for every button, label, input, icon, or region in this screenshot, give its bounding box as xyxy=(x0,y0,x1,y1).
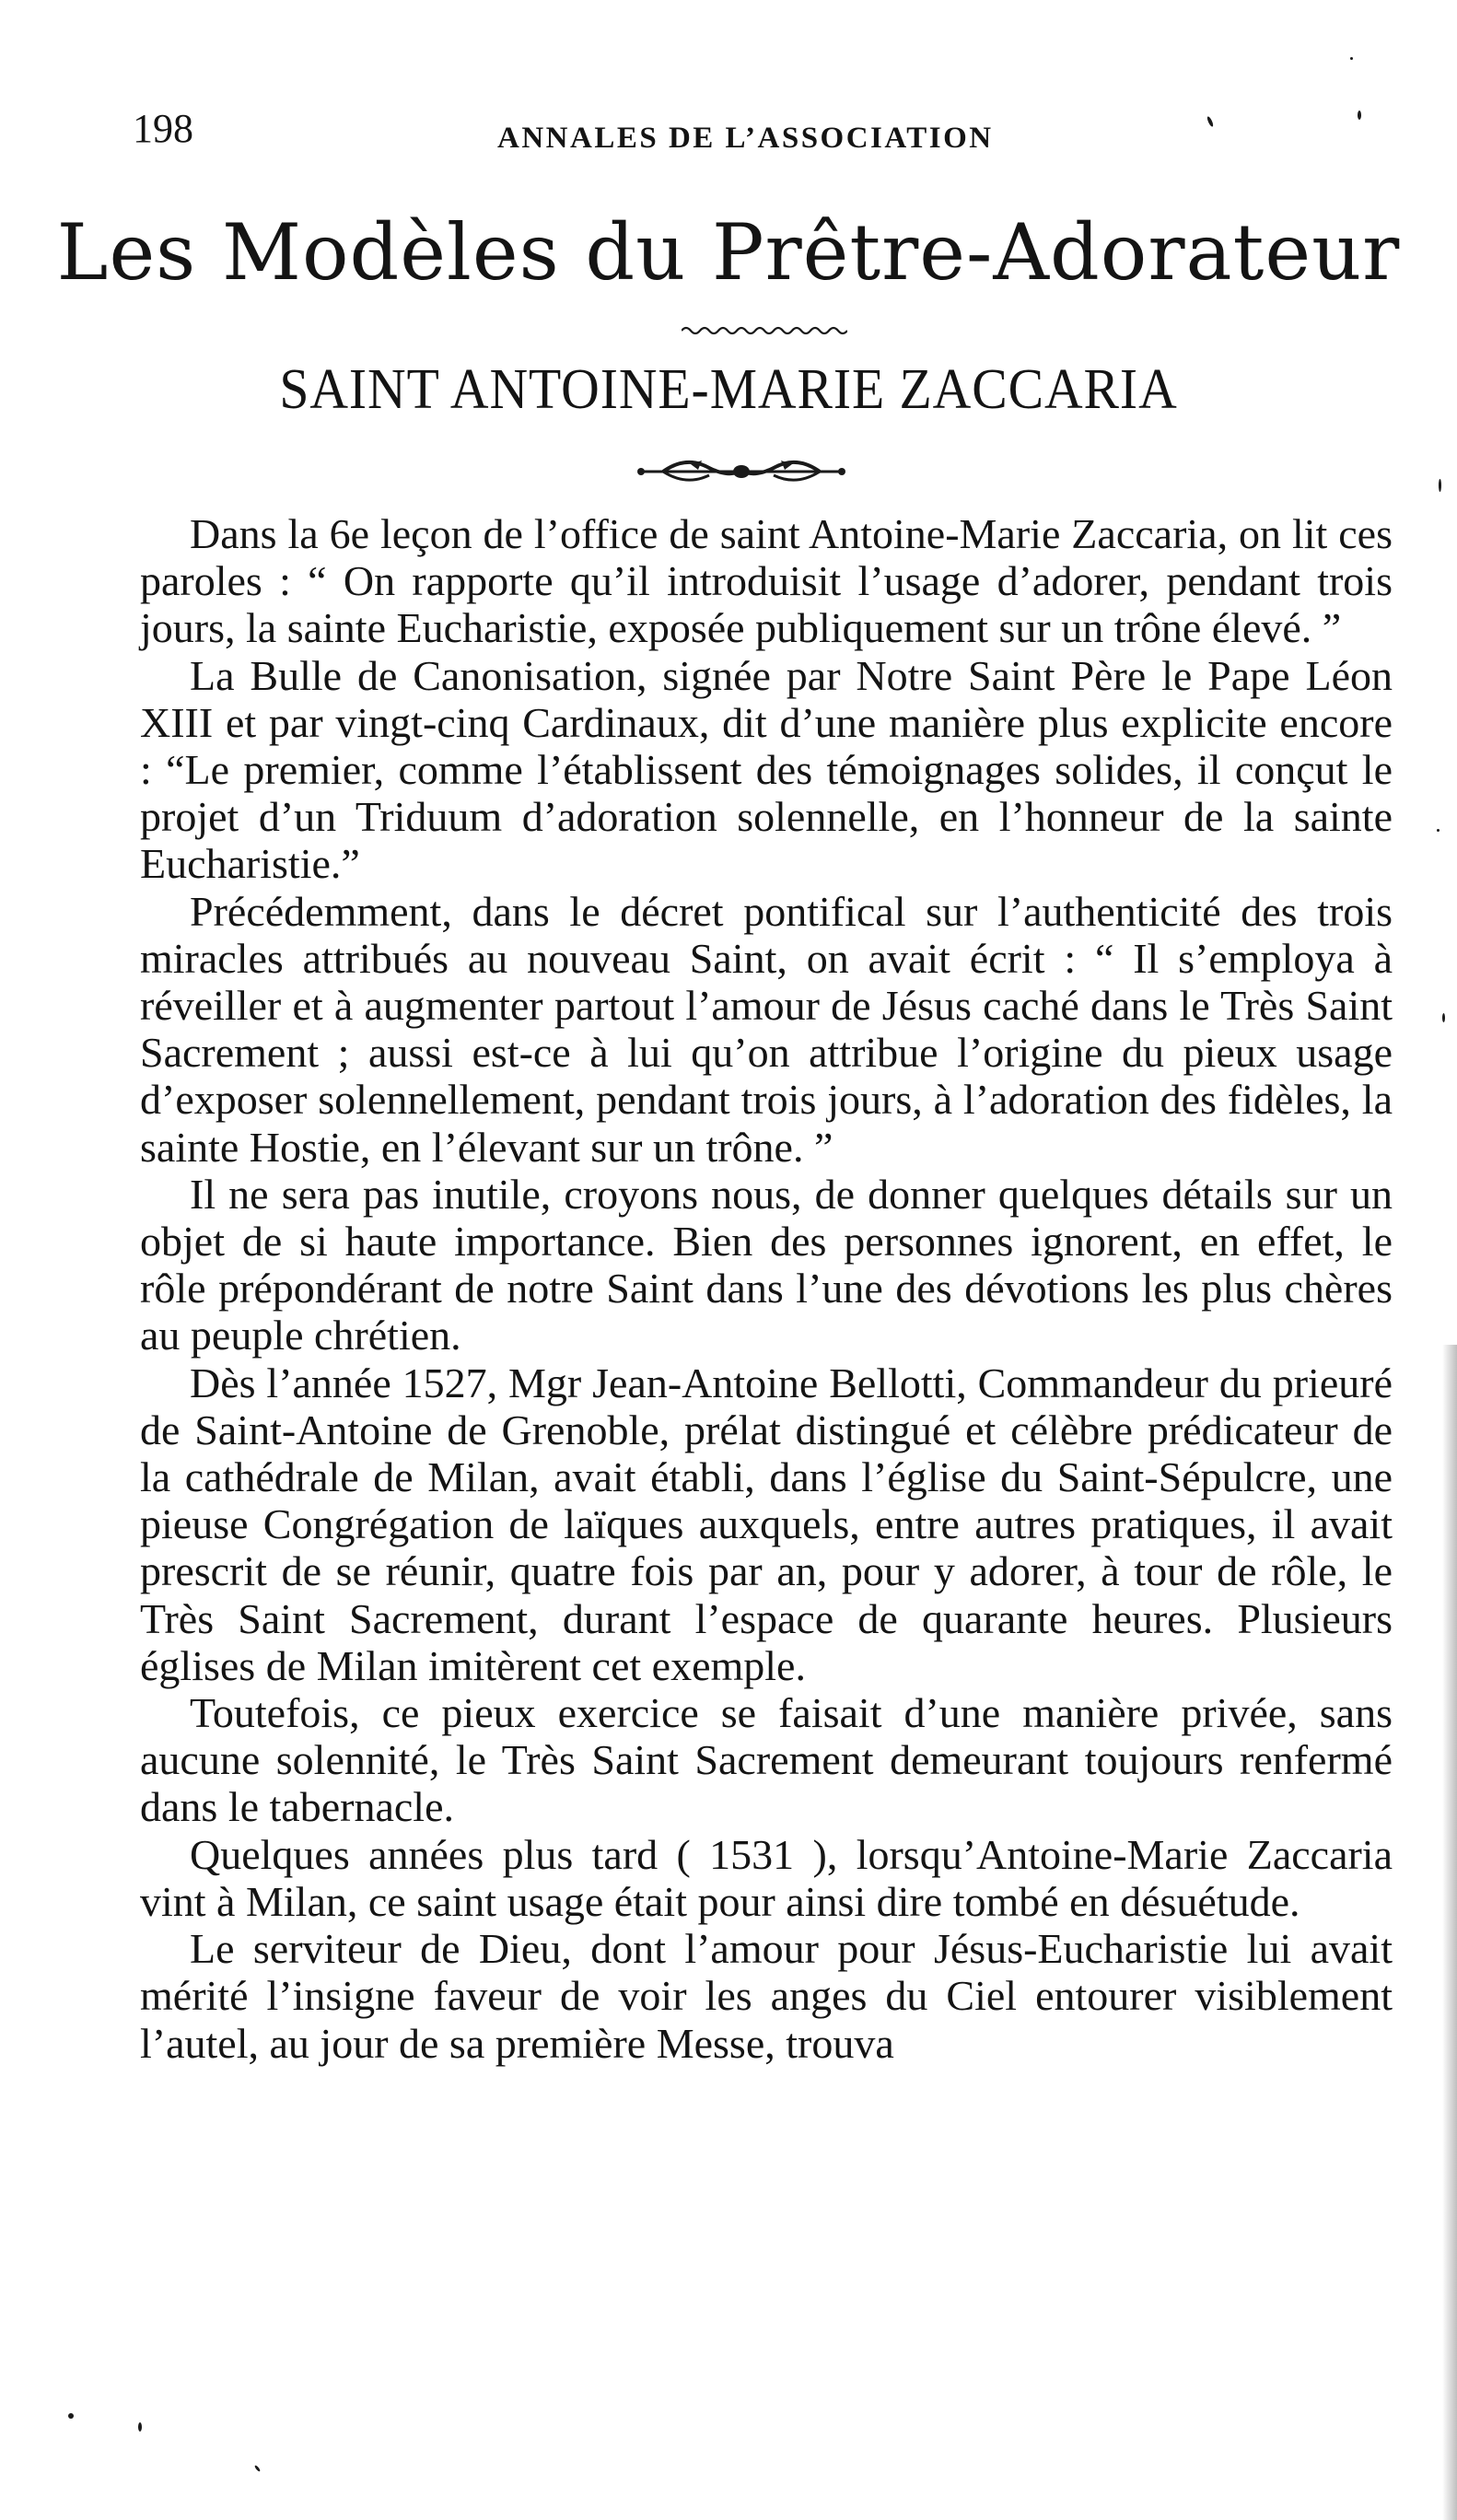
paragraph: La Bulle de Canonisation, signée par Notre Saint Père le Pape Léon XIII et par vingt-cinq Cardinaux, dit d’une manière plus explicite encore : “Le premier, comme l’établissent des témoignages solides, il conçut le projet d’un Triduum d’adoration solennelle, en l’honneur de la sainte Eucharistie.” xyxy=(140,651,1393,888)
paragraph: Il ne sera pas inutile, croyons nous, de donner quelques détails sur un objet de si haute importance. Bien des personnes ignorent, en effet, le rôle prépondérant de notre Saint dans l’une des dévotions les plus chères au peuple chrétien. xyxy=(140,1170,1393,1359)
article-title: Les Modèles du Prêtre-Adorateur xyxy=(56,207,1401,298)
paragraph: Quelques années plus tard ( 1531 ), lorsqu’Antoine-Marie Zaccaria vint à Milan, ce saint usage était pour ainsi dire tombé en désuétude. xyxy=(140,1830,1393,1925)
paragraph: Dès l’année 1527, Mgr Jean-Antoine Bellotti, Commandeur du prieuré de Saint-Antoine de Grenoble, prélat distingué et célèbre prédicateur de la cathédrale de Milan, avait établi, dans l’église du Saint-Sépulcre, une pieuse Congrégation de laïques auxquels, entre autres pratiques, il avait prescrit de se réunir, quatre fois par an, pour y adorer, à tour de rôle, le Très Saint Sacrement, durant l’espace de quarante heures. Plusieurs églises de Milan imitèrent cet exemple. xyxy=(140,1359,1393,1689)
scan-speck xyxy=(1442,1013,1445,1022)
page-edge-shadow xyxy=(1442,1345,1457,2520)
article-subtitle: SAINT ANTOINE-MARIE ZACCARIA xyxy=(279,358,1178,421)
paragraph: Dans la 6e leçon de l’office de saint Antoine-Marie Zaccaria, on lit ces paroles : “ On rapporte qu’il introduisit l’usage d’adorer, pendant trois jours, la sainte Eucharistie, exposée publiquement sur un trône élevé. ” xyxy=(140,510,1393,652)
page-number: 198 xyxy=(133,106,193,151)
scan-speck xyxy=(1439,479,1441,492)
scan-speck xyxy=(1350,57,1353,60)
scan-speck xyxy=(68,2413,74,2419)
paragraph: Le serviteur de Dieu, dont l’amour pour Jésus-Eucharistie lui avait mérité l’insigne faveur de voir les anges du Ciel entourer visiblement l’autel, au jour de sa première Messe, trouva xyxy=(140,1925,1393,2067)
scan-speck xyxy=(1437,829,1440,832)
scan-speck xyxy=(138,2422,142,2432)
scan-speck xyxy=(254,2465,261,2472)
scan-speck xyxy=(1206,116,1215,128)
wavy-rule-ornament xyxy=(682,325,847,336)
article-body xyxy=(140,510,1393,2067)
paragraph: Toutefois, ce pieux exercice se faisait d’une manière privée, sans aucune solennité, le Très Saint Sacrement demeurant toujours renfermé dans le tabernacle. xyxy=(140,1689,1393,1831)
scan-speck xyxy=(1358,111,1361,120)
paragraph: Précédemment, dans le décret pontifical sur l’authenticité des trois miracles attribués au nouveau Saint, on avait écrit : “ Il s’employa à réveiller et à augmenter partout l’amour de Jésus caché dans le Très Saint Sacrement ; aussi est-ce à lui qu’on attribue l’origine du pieux usage d’exposer solennellement, pendant trois jours, à l’adoration des fidèles, la sainte Hostie, en l’élevant sur un trône. ” xyxy=(140,887,1393,1171)
running-head: ANNALES DE L’ASSOCIATION xyxy=(497,122,994,155)
fleuron-ornament xyxy=(635,451,847,492)
